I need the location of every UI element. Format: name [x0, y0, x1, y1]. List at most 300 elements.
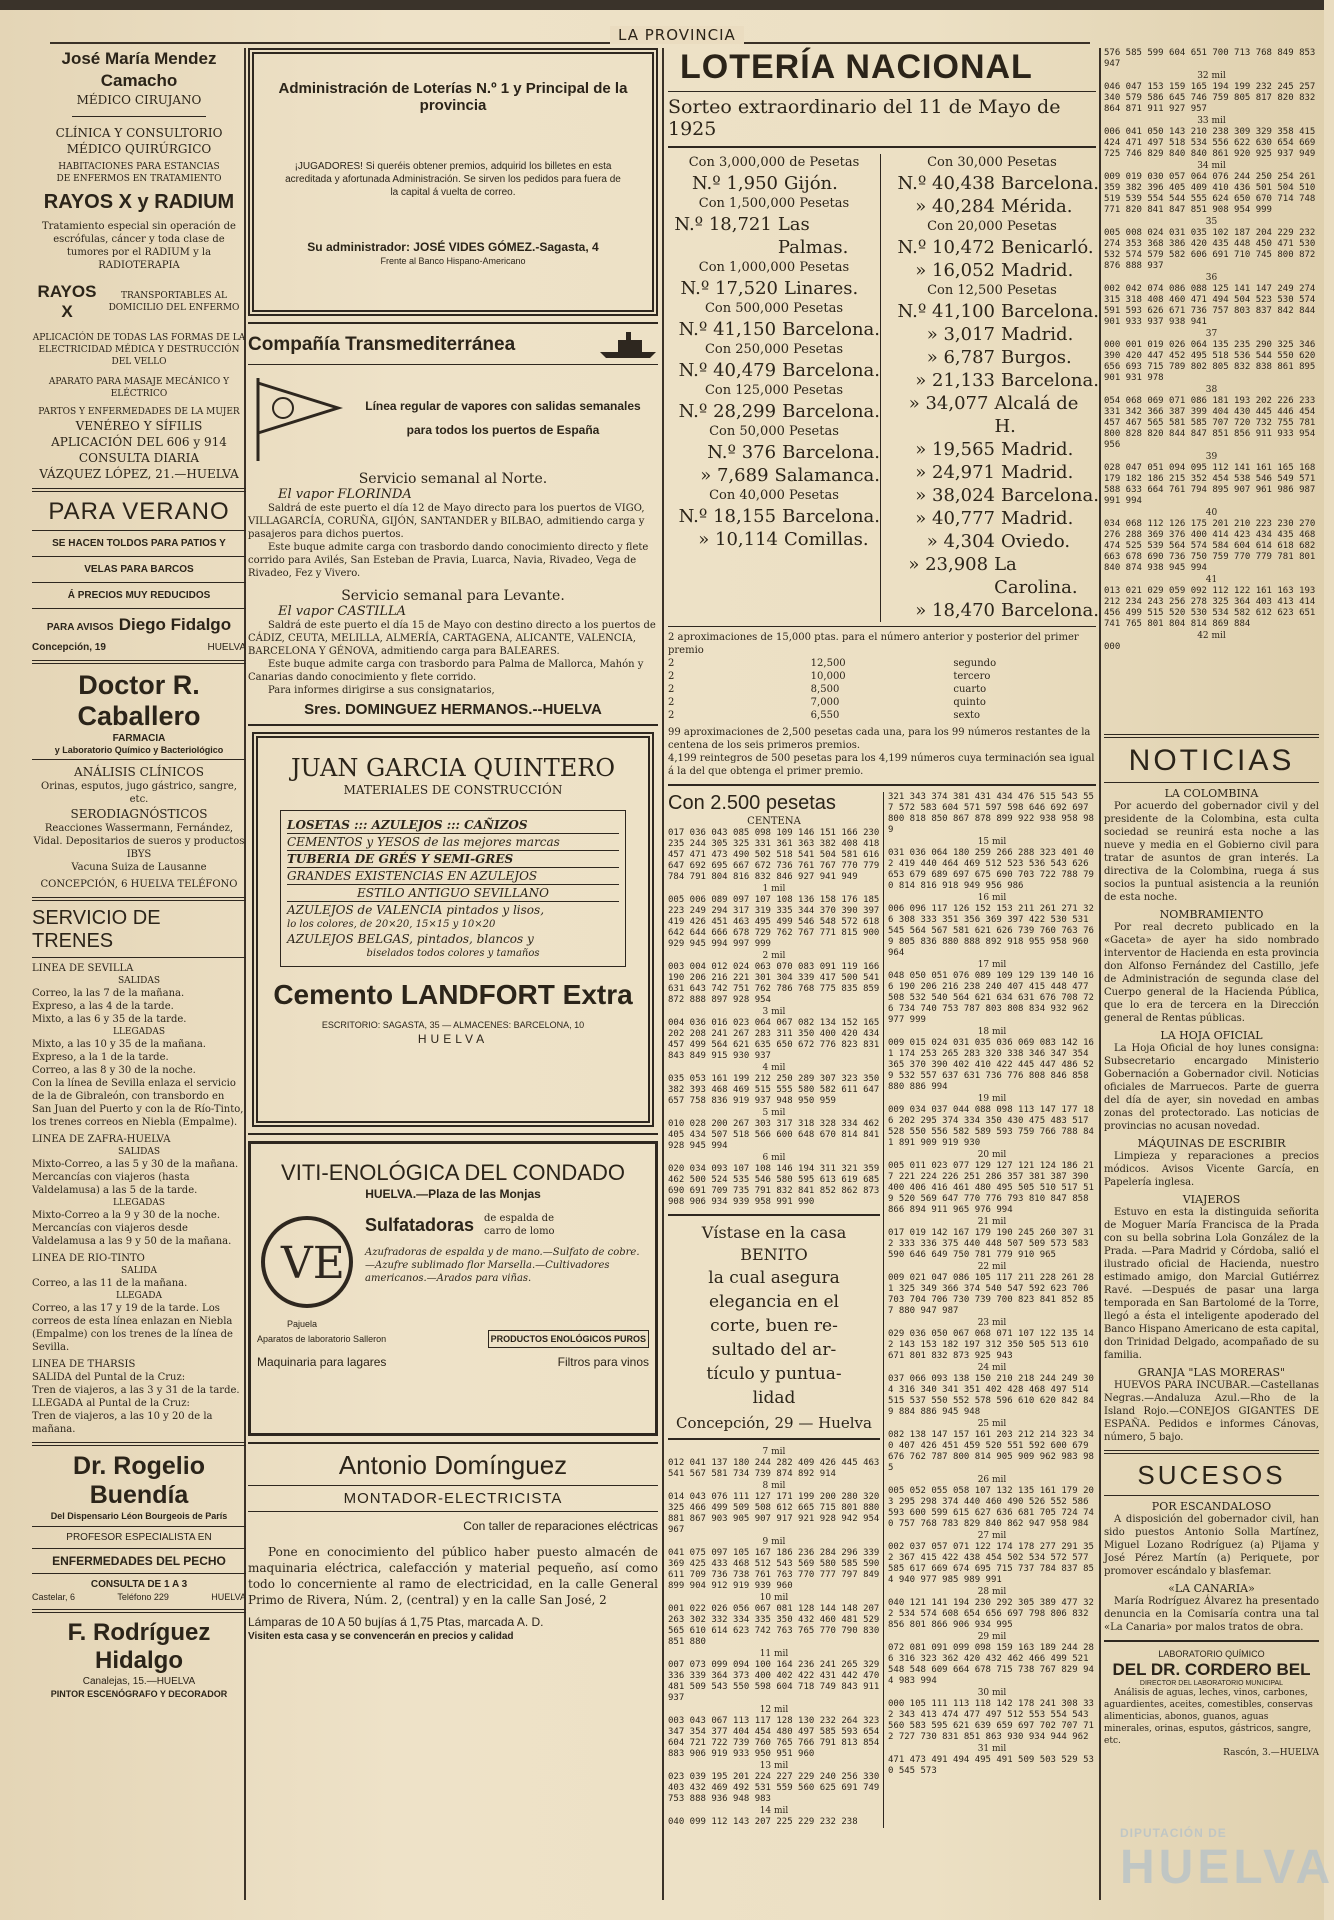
ship-icon: [598, 330, 658, 360]
ad-headline: JUAN GARCIA QUINTERO: [290, 754, 616, 782]
news-body: María Rodríguez Álvarez ha presentado denuncia en la Comisaría contra una tal «La Canaria» por malos tratos de obra.: [1104, 1596, 1319, 1633]
news-heading: POR ESCANDALOSO: [1151, 1500, 1272, 1513]
number-group-heading: 16 mil: [977, 893, 1007, 903]
ad-name: Diego Fidalgo: [118, 615, 232, 634]
news-heading: LA COLOMBINA: [1164, 787, 1259, 800]
prize-city: Barcelona.: [1001, 173, 1099, 194]
prize-heading: Con 30,000 Pesetas: [927, 155, 1057, 170]
section-title: NOTICIAS: [1128, 744, 1295, 777]
ad-line: LABORATORIO QUÍMICO: [1158, 1649, 1265, 1659]
ad-line: Filtros para vinos: [557, 1355, 649, 1369]
ad-body: Pone en conocimiento del público haber puesto almacén de maquinaria eléctrica, calefacción y material pequeño, así como todo lo concerniente al ramo de electricidad, en la calle General Primo de Rivera, Núm. 2, (central) y en la calle San José, 2: [248, 1545, 658, 1607]
column-rule: [662, 48, 664, 1900]
ad-line: MATERIALES DE CONSTRUCCIÓN: [343, 783, 563, 797]
column-2: [248, 48, 658, 1643]
label: SALIDAS: [117, 976, 161, 986]
news-heading: VIAJEROS: [1182, 1193, 1241, 1206]
ad-line: TRANSPORTABLES AL DOMICILIO DEL ENFERMO: [108, 291, 240, 313]
page-header: [50, 28, 1090, 44]
ad-item: LOSETAS ::: AZULEJOS ::: CAÑIZOS: [287, 817, 619, 834]
prize-row: [668, 464, 880, 487]
train-time: Correo, a las 8 y 30 de la noche.: [32, 1065, 196, 1076]
number-group: 009 021 047 086 105 117 211 228 261 281 325 349 366 374 540 547 592 623 706 703 704 706 730 739 700 823 841 852 857 880 947 987: [888, 1273, 1094, 1316]
ad-line: ENFERMEDADES DEL PECHO: [52, 1554, 226, 1568]
number-group: 005 008 024 031 035 102 187 204 229 232 274 353 368 386 420 435 448 450 471 530 532 574 579 582 606 691 710 745 800 872 876 888 937: [1104, 228, 1321, 271]
ad-benito: [668, 1222, 880, 1432]
number-group: 017 019 142 167 179 190 245 260 307 312 333 336 375 440 448 507 509 573 583 590 646 649 750 781 779 910 965: [888, 1228, 1094, 1260]
number-group-heading: 21 mil: [977, 1217, 1007, 1227]
approx-count: 2: [668, 697, 675, 708]
news-body: Por real decreto publicado en la «Gaceta» de ayer ha sido nombrado interventor de Hacienda en esta provincia don Alfonso Fernández del Castillo, jefe de Administración de segunda clase del Cuerpo general de la Hacienda Pública, que lo era de tercera en la Dirección general de Rentas públicas.: [1104, 922, 1319, 1024]
number-list-left-2: [668, 1446, 885, 1828]
ad-laboratorio: [1104, 1648, 1319, 1759]
number-group: 013 021 029 059 092 112 122 161 163 193 212 234 243 256 278 325 364 403 413 414 456 499 515 520 530 534 582 612 623 651 741 765 801 804 814 869 884: [1104, 586, 1321, 629]
number-group-heading: 10 mil: [759, 1593, 789, 1603]
number-group: 072 081 091 099 098 159 163 189 244 286 316 323 362 420 432 462 466 499 521 548 548 609 664 678 715 738 767 829 944 983 994: [888, 1643, 1094, 1686]
prize-row: [885, 259, 1099, 282]
ad-line: MONTADOR-ELECTRICISTA: [343, 1490, 563, 1507]
column-rule: [1099, 48, 1101, 1900]
ad-line: APLICACIÓN DEL 606 y 914: [51, 435, 227, 449]
ad-line: Canalejas, 15.—HUELVA: [82, 1676, 196, 1687]
number-group-heading: 1 mil: [762, 884, 786, 894]
number-group-heading: 7 mil: [762, 1447, 786, 1457]
number-group: 005 006 089 097 107 108 136 158 176 185 223 249 294 317 319 335 344 370 390 397 419 426 451 463 495 499 546 548 572 618 642 644 666 678 729 762 767 771 815 900 929 945 994 997 999: [668, 895, 885, 949]
ad-line: Á PRECIOS MUY REDUCIDOS: [67, 590, 211, 601]
prize-row: [668, 505, 880, 528]
approx-list: [668, 657, 1096, 722]
train-time: Correo, a las 17 y 19 de la tarde. Los correos de esta línea enlazan en Niebla (Empalme) con los trenes de la línea de Sevilla.: [32, 1303, 233, 1353]
number-group: 002 042 074 086 088 125 141 147 249 274 315 318 408 460 471 494 504 523 530 574 591 593 626 671 736 757 803 837 842 844 901 933 937 938 941: [1104, 284, 1321, 327]
ad-subhead: El vapor FLORINDA: [278, 487, 412, 502]
number-group: 009 019 030 057 064 076 244 250 254 261 359 382 396 405 409 410 436 501 504 510 519 539 554 544 555 624 650 670 714 748 771 820 841 847 851 908 954 999: [1104, 172, 1321, 215]
ad-caballero: [32, 670, 246, 891]
number-group-heading: 33 mil: [1197, 116, 1226, 126]
approx-rank: tercero: [953, 671, 991, 682]
news-body: Estuvo en esta la distinguida señorita de Moguer María Francisca de la Prada con su bella sobrina Lola González de la Prada. —Para Madrid y Córdoba, salió el ilustrado oficial de Hacienda, nuestro estimado amigo, don Marcial Gutiérrez Ravé. —Después de pasar una larga temporada en San Bartolomé de la Torre, llegó a ésta el inteligente apoderado del Banco Hispano Americano de esta capital, don Trinidad Delgado, acompañado de su familia.: [1104, 1207, 1319, 1361]
ad-headline: Doctor R. Caballero: [77, 670, 201, 731]
ad-line: Su administrador: JOSÉ VIDES GÓMEZ.-Sagasta, 4: [307, 240, 599, 254]
prize-heading: Con 20,000 Pesetas: [927, 219, 1057, 234]
prize-number: N.º 40,479: [678, 360, 777, 381]
number-group-heading: 22 mil: [977, 1262, 1007, 1272]
approx-count: 2: [668, 684, 675, 695]
number-list-mid: [888, 792, 1096, 1777]
prize-city: Madrid.: [1001, 462, 1074, 483]
approx-count: 2: [668, 710, 675, 721]
ad-item: TUBERIA DE GRÉS Y SEMI-GRES: [287, 851, 619, 868]
ad-line: Lámparas de 10 A 50 bujías á 1,75 Ptas, marcada A. D.: [248, 1615, 544, 1629]
ad-item: lo los colores, de 20×20, 15×15 y 10×20: [287, 919, 496, 930]
ad-line: PROFESOR ESPECIALISTA EN: [66, 1532, 212, 1543]
prize-number: N.º 28,299: [678, 401, 777, 422]
approx-amount: 12,500: [810, 658, 846, 669]
ad-line: PINTOR ESCENÓGRAFO Y DECORADOR: [50, 1689, 228, 1699]
ad-line: lidad: [752, 1388, 796, 1408]
ad-line: Concepción, 29 — Huelva: [676, 1414, 872, 1432]
prize-city: Barcelona.: [782, 319, 880, 340]
svg-text:VE: VE: [281, 1238, 345, 1289]
ad-line: SERODIAGNÓSTICOS: [70, 807, 208, 821]
prize-number: N.º 41,150: [678, 319, 777, 340]
ad-loterias: [248, 48, 658, 316]
train-time: Tren de viajeros, a las 10 y 20 de la mañana.: [32, 1411, 213, 1435]
ad-line: PARA AVISOS: [46, 622, 114, 633]
prize-city: Madrid.: [1001, 439, 1074, 460]
ad-line: CLÍNICA Y CONSULTORIO: [55, 126, 223, 140]
news-body: Limpieza y reparaciones a precios módicos. Avisos Vicente García, en Papelería inglesa.: [1104, 1151, 1319, 1188]
prize-number: » 24,971: [915, 462, 995, 483]
prize-row: [885, 438, 1099, 461]
section-title: SUCESOS: [1137, 1460, 1286, 1490]
prize-row: [885, 369, 1099, 392]
ad-line: DIRECTOR DEL LABORATORIO MUNICIPAL: [1139, 1680, 1284, 1687]
prize-row: [668, 172, 880, 195]
column-4: [1104, 48, 1319, 1759]
ad-subhead: El vapor CASTILLA: [278, 604, 407, 619]
prize-heading: Con 40,000 Pesetas: [709, 488, 839, 503]
number-group: 001 022 026 056 067 081 128 144 148 207 263 302 332 334 335 350 432 460 481 529 565 610 614 623 742 763 765 770 790 830 851 880: [668, 1604, 885, 1647]
number-group-heading: 39: [1205, 452, 1218, 462]
ad-viti-enologica: [248, 1141, 658, 1436]
number-group-heading: 31 mil: [977, 1744, 1007, 1754]
ad-headline: RAYOS X: [37, 282, 97, 321]
ad-line: PARTOS Y ENFERMEDADES DE LA MUJER: [38, 407, 240, 417]
prize-city: La Carolina.: [994, 554, 1078, 598]
ad-line: Sres. DOMINGUEZ HERMANOS.--HUELVA: [304, 701, 602, 718]
approx-count: 2: [668, 658, 675, 669]
label: LLEGADAS: [112, 1198, 166, 1208]
number-group: 017 036 043 085 098 109 146 151 166 230 235 244 305 325 331 361 363 382 408 418 457 471 473 490 502 518 541 504 581 616 647 692 695 667 672 736 761 767 770 779 784 791 804 816 832 846 927 941 949: [668, 828, 885, 882]
train-schedule: [32, 907, 246, 1436]
prize-row: [885, 346, 1099, 369]
train-time: SALIDA del Puntal de la Cruz:: [32, 1372, 186, 1383]
train-line: LINEA DE THARSIS: [32, 1359, 136, 1370]
prize-city: Barcelona.: [1001, 370, 1099, 391]
ad-body: Este buque admite carga con trasbordo para Palma de Mallorca, Mahón y Canarias dando conocimiento y flete corrido.: [248, 659, 644, 683]
approx-rank: segundo: [953, 658, 997, 669]
ad-headline: Dr. Rogelio Buendía: [73, 1452, 205, 1509]
ad-item: AZULEJOS de VALENCIA pintados y lisos,: [287, 903, 545, 917]
ad-line: HABITACIONES PARA ESTANCIAS: [58, 162, 220, 172]
number-group: 054 068 069 071 086 181 193 202 226 233 331 342 366 387 399 404 430 445 446 454 457 467 565 581 585 707 720 732 755 781 800 828 820 844 847 851 856 911 933 954 956: [1104, 396, 1321, 450]
ad-line: Teléfono 229: [117, 1592, 169, 1602]
ad-line: APLICACIÓN DE TODAS LAS FORMAS DE LA ELECTRICIDAD MÉDICA Y DESTRUCCIÓN DEL VELLO: [32, 333, 246, 367]
prize-city: Linares.: [784, 278, 859, 299]
number-group-heading: 37: [1205, 329, 1218, 339]
label: SALIDA: [121, 1266, 157, 1276]
ad-line: y Laboratorio Químico y Bacteriológico: [54, 745, 224, 755]
number-list-right: [1104, 48, 1319, 728]
label: SALIDAS: [117, 1147, 161, 1157]
prize-row: [885, 300, 1099, 323]
prize-city: Madrid.: [1001, 324, 1074, 345]
number-group-heading: 20 mil: [977, 1150, 1007, 1160]
number-group-heading: 11 mil: [759, 1649, 789, 1659]
number-group-heading: 35: [1205, 217, 1218, 227]
ad-line: HUELVA: [211, 1592, 246, 1602]
train-note: Con la línea de Sevilla enlaza el servicio de la de Gibraleón, con transbordo en San Juan del Puerto y con la de Río-Tinto, los trenes correos en Niebla (Empalme).: [32, 1078, 244, 1128]
ad-verano: [32, 498, 246, 654]
prize-heading: Con 500,000 Pesetas: [704, 301, 844, 316]
number-group: 003 043 067 113 117 128 130 232 264 323 347 354 377 404 454 480 497 585 593 654 604 721 722 739 760 765 766 791 813 854 883 906 919 933 950 951 960: [668, 1716, 885, 1759]
ad-line: Reacciones Wassermann, Fernández, Vidal. Depositarios de sueros y productos IBYS: [33, 823, 245, 860]
number-group-heading: 27 mil: [977, 1531, 1007, 1541]
prize-number: » 7,689: [700, 465, 769, 486]
number-group: 007 073 099 094 100 164 236 241 265 329 336 339 364 373 400 402 422 431 442 470 481 509 543 550 598 604 718 749 843 911 937: [668, 1660, 885, 1703]
approx-amount: 6,550: [810, 710, 840, 721]
number-group: 005 011 023 077 129 127 121 124 186 217 221 224 226 251 286 357 381 387 390 400 406 416 461 480 495 505 510 517 519 520 569 647 770 776 793 810 847 858 866 894 911 965 976 994: [888, 1161, 1094, 1215]
number-group-heading: 24 mil: [977, 1363, 1007, 1373]
prize-number: N.º 1,950: [691, 173, 778, 194]
number-group-heading: 6 mil: [762, 1153, 786, 1163]
prize-heading: Con 1,500,000 Pesetas: [698, 196, 850, 211]
news-heading: LA HOJA OFICIAL: [1160, 1029, 1263, 1042]
prize-city: Burgos.: [1001, 347, 1072, 368]
train-line: LINEA DE SEVILLA: [32, 963, 134, 974]
train-time: Tren de viajeros, a las 3 y 31 de la tarde.: [32, 1385, 240, 1396]
ad-item: AZULEJOS BELGAS, pintados, blancos y: [287, 932, 534, 946]
number-group-heading: 8 mil: [762, 1481, 786, 1491]
ad-item: GRANDES EXISTENCIAS EN AZULEJOS: [287, 868, 619, 885]
number-group-heading: 28 mil: [977, 1587, 1007, 1597]
prize-city: Oviedo.: [1001, 531, 1071, 552]
prize-number: N.º 41,100: [897, 301, 995, 322]
news-heading: GRANJA "LAS MORERAS": [1137, 1366, 1286, 1379]
prize-row: [668, 528, 880, 551]
news-heading: NOMBRAMIENTO: [1159, 908, 1264, 921]
train-time: Mixto-Correo a la 9 y 30 de la noche. Mercancías con viajeros desde Valdelamusa a las 9 y 50 de la mañana.: [32, 1210, 232, 1247]
flag-icon: [248, 373, 348, 463]
ad-line: HUELVA: [417, 1032, 489, 1046]
prize-heading: Con 3,000,000 de Pesetas: [688, 155, 860, 170]
ad-line: la cual asegura: [708, 1268, 840, 1288]
ad-headline: Compañía Transmediterránea: [248, 334, 516, 355]
prize-row: [668, 441, 880, 464]
ad-line: Visiten esta casa y se convencerán en precios y calidad: [248, 1631, 514, 1642]
prize-row: [885, 236, 1099, 259]
number-group: 082 138 147 157 161 203 212 214 323 340 407 426 451 459 520 551 592 600 679 676 762 787 800 814 905 909 962 983 985: [888, 1430, 1094, 1473]
prize-city: Madrid.: [1001, 508, 1074, 529]
number-group: 028 047 051 094 095 112 141 161 165 168 179 182 186 215 352 454 538 546 549 571 588 633 664 761 794 895 907 961 986 987 991 994: [1104, 463, 1321, 506]
number-group-heading: 34 mil: [1197, 161, 1226, 171]
train-time: Correo, a las 11 de la mañana.: [32, 1278, 188, 1289]
news-heading: MÁQUINAS DE ESCRIBIR: [1137, 1137, 1286, 1150]
ad-body: Saldrá de este puerto el día 15 de Mayo con destino directo a los puertos de CÁDIZ, CEUTA, MELILLA, ALMERÍA, CARTAGENA, ALICANTE, VALENCIA, BARCELONA Y GÉNOVA, admitiendo carga para BALEARES.: [248, 620, 656, 657]
number-group-heading: 26 mil: [977, 1475, 1007, 1485]
ad-body: Análisis de aguas, leches, vinos, carbones, aguardientes, aceites, comestibles, conservas alimenticias, abonos, guanos, aguas minerales, orinas, esputos, gástricos, sangre, etc.: [1104, 1688, 1313, 1746]
column-3-loteria: [668, 48, 1099, 1828]
prize-row: [885, 392, 1099, 438]
prize-list-right: [881, 154, 1099, 622]
prize-city: Las Palmas.: [777, 214, 849, 258]
ad-line: Del Dispensario Léon Bourgeois de París: [50, 1511, 228, 1521]
number-group: 471 473 491 494 495 491 509 503 529 530 545 573: [888, 1755, 1094, 1776]
train-line: LINEA DE RIO-TINTO: [32, 1253, 145, 1264]
prize-number: N.º 18,155: [678, 506, 777, 527]
ad-line: CONSULTA DIARIA: [78, 451, 200, 465]
reintegros-note: 4,199 reintegros de 500 pesetas para los 4,199 números cuya terminación sea igual á la del que obtenga el primer premio.: [668, 753, 1095, 777]
number-group-heading: 40: [1205, 508, 1218, 518]
ad-line: Orinas, esputos, jugo gástrico, sangre, etc.: [41, 781, 237, 805]
ad-line: elegancia en el: [709, 1292, 839, 1312]
ad-mendez: [32, 48, 246, 482]
ad-line: sultado del ar-: [711, 1340, 837, 1360]
ad-headline: Administración de Loterías N.º 1 y Principal de la provincia: [278, 80, 628, 114]
section-title: SERVICIO DE TRENES: [32, 907, 161, 952]
number-group-heading: 36: [1205, 273, 1218, 283]
ad-line: corte, buen re-: [710, 1316, 838, 1336]
ad-headline: Cemento LANDFORT Extra: [273, 979, 633, 1010]
number-group-heading: 14 mil: [759, 1806, 789, 1816]
train-time: Mixto, a las 6 y 35 de la tarde.: [32, 1014, 187, 1025]
prize-number: N.º 40,438: [897, 173, 995, 194]
section-title: LOTERÍA NACIONAL: [680, 48, 1033, 86]
prize-row: [885, 461, 1099, 484]
label: LLEGADAS: [112, 1027, 166, 1037]
label: CENTENA: [747, 816, 801, 827]
number-group: 010 028 200 267 303 317 318 328 334 462 405 434 507 518 566 600 648 670 814 841 928 945 994: [668, 1119, 885, 1151]
prize-number: » 18,470: [915, 600, 995, 621]
number-group: 004 036 016 023 064 067 082 134 152 165 202 208 241 267 283 311 350 400 420 434 457 499 564 621 635 650 672 776 823 831 843 849 915 930 937: [668, 1018, 885, 1061]
ad-line: VELAS PARA BARCOS: [84, 564, 194, 575]
ad-line: para todos los puertos de España: [406, 423, 600, 437]
number-group: 041 075 097 105 167 186 236 284 296 339 369 425 433 468 512 543 569 580 585 590 611 709 736 738 761 763 770 777 797 849 899 904 912 919 939 960: [668, 1548, 885, 1591]
ad-hidalgo: [32, 1619, 246, 1700]
label: LLEGADA: [116, 1291, 162, 1301]
ad-line: Concepción, 19: [32, 642, 106, 653]
number-group: 002 037 057 071 122 174 178 277 291 352 367 415 422 438 454 502 534 572 577 585 617 669 674 695 715 737 784 837 854 940 977 985 989 991: [888, 1542, 1094, 1585]
ad-line: HUELVA.—Plaza de las Monjas: [365, 1187, 541, 1201]
prize-row: [885, 530, 1099, 553]
ad-line: de espalda de carro de lomo: [484, 1213, 555, 1237]
news-body: La Hoja Oficial de hoy lunes consigna: Subsecretario encargado Ministerio Gobernación a Gobernador civil. Noticias oficiales de Marruecos. Parte de guerra del día de ayer, sin novedad en ambas zonas del protectorado. Las noticias de provincias no acusan novedad.: [1104, 1043, 1319, 1132]
approx-rank: sexto: [953, 710, 981, 721]
prize-row: [668, 359, 880, 382]
prize-number: N.º 376: [707, 442, 777, 463]
number-group: 046 047 153 159 165 194 199 232 245 257 340 579 586 645 746 759 805 817 820 832 864 871 911 927 957: [1104, 82, 1321, 114]
approx-row: [668, 709, 1096, 722]
number-group: 020 034 093 107 108 146 194 311 321 359 462 500 524 535 546 580 595 613 619 685 690 691 709 735 791 832 841 852 862 873 908 906 934 939 958 991 990: [668, 1164, 885, 1207]
ad-subhead: Sulfatadoras: [365, 1214, 475, 1235]
number-group: 040 099 112 143 207 225 229 232 238: [668, 1817, 858, 1827]
approx-note: 99 aproximaciones de 2,500 pesetas cada una, para los 99 números restantes de la centena de los seis primeros premios.: [668, 727, 1091, 751]
library-stamp-watermark: DIPUTACIÓN DE HUELVA: [1120, 1826, 1334, 1894]
prize-row: [885, 599, 1099, 622]
prize-city: Mérida.: [1001, 196, 1073, 217]
prize-row: [885, 484, 1099, 507]
ad-garcia-quintero: [252, 732, 654, 1127]
ad-line: PRODUCTOS ENOLÓGICOS PUROS: [488, 1330, 649, 1348]
prize-row: [885, 553, 1099, 599]
prize-list-left: [668, 154, 881, 622]
train-time: Mixto-Correo, a las 5 y 30 de la mañana. Mercancías con viajeros (hasta Valdelamusa) a las 5 de la tarde.: [32, 1159, 239, 1196]
ad-line: FARMACIA: [112, 733, 166, 744]
ad-line: DE ENFERMOS EN TRATAMIENTO: [56, 174, 222, 184]
ad-line: Vacuna Suiza de Lausanne: [71, 862, 207, 873]
ad-line: Pajuela: [287, 1319, 318, 1329]
prize-table: [668, 154, 1099, 622]
ad-line: Vístase en la casa BENITO: [701, 1223, 847, 1264]
ad-line: Con taller de reparaciones eléctricas: [463, 1519, 658, 1533]
number-group: 035 053 161 199 212 250 289 307 323 350 382 393 468 469 515 555 580 582 611 647 657 758 836 919 937 948 950 959: [668, 1074, 885, 1106]
ad-headline: RAYOS X y RADIUM: [43, 191, 235, 213]
prize-row: [885, 195, 1099, 218]
number-group: 321 343 374 381 431 434 476 515 543 557 572 583 604 571 597 598 646 692 697 800 818 850 867 878 899 922 938 958 989: [888, 792, 1094, 835]
prize-number: » 34,077: [908, 393, 989, 414]
approx-amount: 7,000: [810, 697, 840, 708]
number-group-heading: 25 mil: [977, 1419, 1007, 1429]
number-group: 576 585 599 604 651 700 713 768 849 853 947: [1104, 48, 1321, 69]
number-group: 034 068 112 126 175 201 210 223 230 270 276 288 369 376 400 414 423 434 435 468 474 525 539 564 574 584 604 614 618 682 663 678 690 736 750 759 770 779 781 801 840 874 938 945 994: [1104, 519, 1321, 573]
prize-city: Comillas.: [784, 529, 869, 550]
column-1: [32, 48, 246, 1700]
number-group-heading: 13 mil: [759, 1761, 789, 1771]
ad-line: SE HACEN TOLDOS PARA PATIOS Y: [52, 538, 226, 549]
approx-row: [668, 657, 1096, 670]
ad-line: MÉDICO CIRUJANO: [76, 93, 202, 107]
ad-line: ANÁLISIS CLÍNICOS: [74, 765, 204, 779]
prize-heading: Con 12,500 Pesetas: [927, 283, 1057, 298]
prize-row: [885, 172, 1099, 195]
number-group-heading: 5 mil: [762, 1108, 786, 1118]
ad-line: MÉDICO QUIRÚRGICO: [66, 142, 212, 156]
prize-heading: Con 125,000 Pesetas: [704, 383, 844, 398]
prize-city: Alcalá de H.: [994, 393, 1079, 437]
number-group-heading: 15 mil: [977, 837, 1007, 847]
ad-line: VÁZQUEZ LÓPEZ, 21.—HUELVA: [39, 467, 239, 481]
ad-body: Saldrá de este puerto el día 12 de Mayo directo para los puertos de VIGO, VILLAGARCÍA, CORUÑA, GIJÓN, SANTANDER y BILBAO, admitiendo carga y pasajeros para dichos puertos.: [248, 503, 645, 540]
ad-line: APARATO PARA MASAJE MECÁNICO Y ELÉCTRICO: [48, 377, 230, 399]
ad-body: Azufradoras de espalda y de mano.—Sulfato de cobre.—Azufre sublimado flor Marsella.—Cultivadores americanos.—Arados para viñas.: [365, 1247, 640, 1284]
number-group: 014 043 076 111 127 171 199 200 280 320 325 466 499 509 508 612 665 715 801 880 881 867 903 905 907 917 921 928 942 954 967: [668, 1492, 885, 1535]
prize-city: Barcelona.: [782, 360, 880, 381]
approx-rank: cuarto: [953, 684, 987, 695]
prize-number: » 21,133: [915, 370, 995, 391]
news-body: Por acuerdo del gobernador civil y del presidente de la Colombina, esta culta sociedad se reunirá esta noche a las nueve y media en el Gobierno civil para tratar de asuntos de gran interés. La directiva de la Colombina, ruega á sus socios la puntual asistencia a la reunión de esta noche.: [1104, 801, 1319, 903]
ad-body: Este buque admite carga con trasbordo dando conocimiento directo y flete corrido para Avilés, San Esteban de Pravia, Luarca, Navia, Rivadeo, Vega de Rivadeo, Fez y Vivero.: [248, 542, 649, 579]
number-group: 003 004 012 024 063 070 083 091 119 166 190 206 216 221 301 304 339 417 500 541 631 643 742 751 762 786 768 775 835 859 872 888 897 928 954: [668, 962, 885, 1005]
prize-number: » 19,565: [915, 439, 995, 460]
prize-city: Barcelona.: [782, 442, 880, 463]
number-group-heading: 29 mil: [977, 1632, 1007, 1642]
section-subtitle: Sorteo extraordinario del 11 de Mayo de 1925: [668, 96, 1061, 140]
prize-number: » 40,284: [915, 196, 995, 217]
prize-heading: Con 1,000,000 Pesetas: [698, 260, 850, 275]
number-group-heading: 2 mil: [762, 951, 786, 961]
prize-city: Salamanca.: [774, 465, 880, 486]
number-group: 012 041 137 180 244 282 409 426 445 463 541 567 581 734 739 874 892 914: [668, 1458, 885, 1479]
prize-city: Barcelona.: [782, 506, 880, 527]
ad-headline: PARA VERANO: [48, 498, 230, 525]
number-group: 048 050 051 076 089 109 129 139 140 166 190 206 216 238 240 407 415 448 477 508 532 540 564 621 634 631 676 708 726 734 740 753 787 803 808 834 932 962 977 999: [888, 971, 1094, 1025]
number-group-heading: 12 mil: [759, 1705, 789, 1715]
top-edge: [0, 0, 1324, 10]
prize-number: » 3,017: [926, 324, 995, 345]
train-time: Expreso, a la 1 de la tarde.: [32, 1052, 169, 1063]
number-group-heading: 42 mil: [1197, 631, 1226, 641]
news-body: A disposición del gobernador civil, han sido puestos Antonio Solla Martínez, Miguel Lozano Rodríguez (a) Pijama y José Pérez Martín (a) Periquete, por promover escándalo y blasfemar.: [1104, 1514, 1319, 1577]
number-group-heading: 19 mil: [977, 1094, 1007, 1104]
number-group-heading: 17 mil: [977, 960, 1007, 970]
train-time: LLEGADA al Puntal de la Cruz:: [32, 1398, 190, 1409]
ad-headline: Antonio Domínguez: [338, 1450, 568, 1480]
prize-number: » 40,777: [915, 508, 995, 529]
ad-line: CONSULTA DE 1 A 3: [90, 1579, 188, 1590]
number-group-heading: 38: [1205, 385, 1218, 395]
ad-headline: DEL DR. CORDERO BEL: [1112, 1660, 1311, 1679]
number-group: 023 039 195 201 224 227 229 240 256 330 403 432 469 492 531 559 560 625 691 749 753 888 936 948 983: [668, 1772, 885, 1804]
